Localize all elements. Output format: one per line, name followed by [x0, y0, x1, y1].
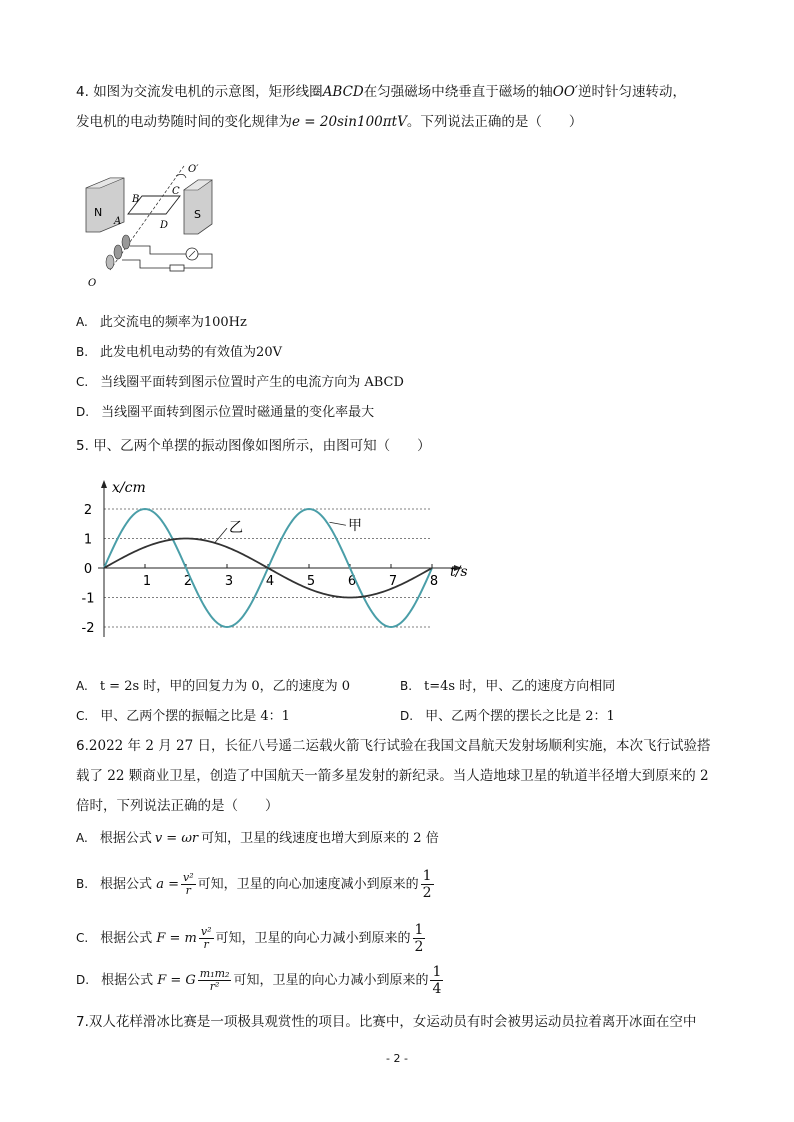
q4-coil-label: ABCD [322, 84, 364, 100]
q6-option-a[interactable] [76, 828, 439, 849]
q5-option-d[interactable] [400, 706, 615, 727]
y-tick-label-0: 0 [83, 562, 93, 577]
q6-option-d-num: m₁m₂ [199, 967, 230, 980]
q7-number: 7. [76, 1014, 89, 1030]
label-a: A [114, 216, 122, 227]
q4-axis-label: OO′ [552, 84, 578, 100]
q5-option-a-text: t = 2s 时，甲的回复力为 0，乙的速度为 0 [99, 679, 351, 694]
q6-option-d-fnum: 1 [432, 964, 442, 980]
x-tick-label-3: 3 [224, 574, 234, 589]
x-tick-label-2: 2 [183, 574, 193, 589]
y-tick-label-1: 1 [83, 532, 93, 548]
q7-text-1: 双人花样滑冰比赛是一项极具观赏性的项目。比赛中，女运动员有时会被男运动员拉着离开冰面在空中 [88, 1014, 697, 1030]
q5-stem-text: 甲、乙两个单摆的振动图像如图所示，由图可知（ ） [93, 438, 431, 454]
q6-option-b-pre: 根据公式 [100, 877, 153, 892]
y-axis-arrow [101, 480, 107, 488]
q6-option-d-lhs: F = G [157, 973, 196, 988]
q7-stem-line1 [76, 1012, 696, 1032]
q5-option-d-label: D. [400, 709, 414, 723]
q4-formula: e = 20sin100πtV [292, 114, 407, 130]
y-tick-label--2: -2 [81, 621, 95, 636]
x-axis-label: t/s [450, 564, 468, 580]
q6-option-c-post: 可知，卫星的向心力减小到原来的 [215, 931, 411, 946]
x-tick-label-1: 1 [142, 574, 152, 589]
q6-option-b-post: 可知，卫星的向心加速度减小到原来的 [197, 877, 419, 892]
q4-text-1: 如图为交流发电机的示意图，矩形线圈 [93, 84, 323, 100]
q6-option-b[interactable] [76, 866, 436, 903]
label-c: C [172, 186, 180, 197]
leader-line-jia [330, 522, 346, 525]
q6-option-d-pre: 根据公式 [101, 973, 154, 988]
q6-option-d[interactable] [76, 962, 445, 999]
q6-number: 6. [76, 738, 89, 754]
q4-text-3: 逆时针匀速转动， [577, 84, 686, 100]
q4-stem-line1 [76, 82, 686, 102]
q6-option-a-formula: v = ωr [154, 831, 199, 846]
resistor-icon [170, 265, 184, 271]
label-n: N [94, 206, 103, 219]
q4-option-b-text: 此发电机电动势的有效值为20V [100, 345, 282, 360]
q5-option-b[interactable] [400, 676, 615, 697]
q5-option-c[interactable] [76, 706, 290, 727]
q4-option-c-label: C. [76, 375, 89, 389]
label-o-prime: O′ [188, 164, 199, 175]
q6-option-b-fden: 2 [422, 885, 432, 901]
q5-option-a[interactable] [76, 676, 350, 697]
page-number: - 2 - [386, 1052, 408, 1065]
generator-diagram [80, 160, 220, 290]
q6-stem-line1 [76, 736, 710, 756]
q4-number: 4. [76, 84, 89, 100]
q6-text-3: 倍时，下列说法正确的是（ ） [76, 798, 279, 814]
series-label-jia: 甲 [347, 518, 362, 535]
q5-option-b-label: B. [400, 679, 413, 693]
y-tick-label--1: -1 [81, 591, 95, 607]
series-label-yi: 乙 [229, 520, 244, 537]
q6-option-a-label: A. [76, 831, 88, 845]
q4-text-4: 发电机的电动势随时间的变化规律为 [76, 114, 292, 130]
q6-option-c-pre: 根据公式 [100, 931, 153, 946]
q4-option-c-text: 当线圈平面转到图示位置时产生的电流方向为 ABCD [100, 375, 404, 390]
q4-stem-line2 [76, 112, 582, 132]
x-tick-label-4: 4 [265, 574, 275, 589]
label-b: B [132, 194, 140, 205]
label-o: O [88, 278, 97, 289]
q4-option-d-text: 当线圈平面转到图示位置时磁通量的变化率最大 [101, 405, 375, 420]
x-tick-label-8: 8 [429, 574, 439, 589]
q6-stem-line2 [76, 766, 709, 786]
y-tick-label-2: 2 [83, 503, 93, 518]
q6-text-1: 2022 年 2 月 27 日，长征八号遥二运载火箭飞行试验在我国文昌航天发射场顺利实施，本次飞行试验搭 [88, 738, 711, 754]
q4-option-b[interactable] [76, 342, 282, 363]
q5-number: 5. [76, 438, 89, 454]
q6-option-c-num: v² [200, 925, 212, 938]
y-axis-label: x/cm [112, 480, 146, 496]
x-tick-label-6: 6 [347, 574, 357, 589]
q4-text-2: 在匀强磁场中绕垂直于磁场的轴 [363, 84, 553, 100]
q6-option-c-fden: 2 [414, 939, 424, 955]
q6-text-2: 载了 22 颗商业卫星，创造了中国航天一箭多星发射的新纪录。当人造地球卫星的轨道半径增大到原来的 2 [76, 768, 709, 784]
q6-option-c-label: C. [76, 931, 89, 945]
q5-option-b-text: t=4s 时，甲、乙的速度方向相同 [424, 679, 616, 694]
q6-option-b-num: v² [182, 871, 194, 884]
q4-text-5: 。下列说法正确的是（ ） [406, 114, 583, 130]
q6-option-b-fnum: 1 [422, 868, 432, 884]
q5-option-c-text: 甲、乙两个摆的振幅之比是 4：1 [100, 709, 290, 724]
q6-option-b-label: B. [76, 877, 89, 891]
x-tick-label-5: 5 [306, 574, 316, 589]
q6-option-d-fden: 4 [432, 981, 442, 997]
leader-line-yi [215, 528, 227, 543]
q5-option-c-label: C. [76, 709, 89, 723]
q6-option-d-label: D. [76, 973, 90, 987]
q5-stem [76, 436, 431, 456]
q5-option-d-text: 甲、乙两个摆的摆长之比是 2：1 [425, 709, 615, 724]
x-tick-label-7: 7 [388, 574, 398, 589]
label-d: D [160, 220, 169, 231]
q5-option-a-label: A. [76, 679, 88, 693]
q6-option-c[interactable] [76, 920, 427, 957]
label-s: S [194, 208, 201, 221]
q6-option-d-den: r² [209, 980, 220, 993]
q4-option-a[interactable] [76, 312, 247, 333]
q4-option-b-label: B. [76, 345, 89, 359]
q6-option-c-fnum: 1 [414, 922, 424, 938]
q4-option-d-label: D. [76, 405, 90, 419]
q6-option-d-post: 可知，卫星的向心力减小到原来的 [233, 973, 429, 988]
q4-option-c[interactable] [76, 372, 404, 393]
q6-option-c-den: r [203, 938, 209, 951]
q6-option-b-den: r [185, 884, 191, 897]
q6-stem-line3 [76, 796, 279, 816]
q6-option-b-lhs: a = [156, 877, 179, 892]
q4-option-d[interactable] [76, 402, 374, 423]
q6-option-a-post: 可知，卫星的线速度也增大到原来的 2 倍 [201, 831, 439, 846]
q4-option-a-label: A. [76, 315, 88, 329]
q6-option-a-pre: 根据公式 [99, 831, 152, 846]
q6-option-c-lhs: F = m [156, 931, 197, 946]
oscillation-chart [76, 478, 496, 653]
q4-option-a-text: 此交流电的频率为100Hz [99, 315, 247, 330]
